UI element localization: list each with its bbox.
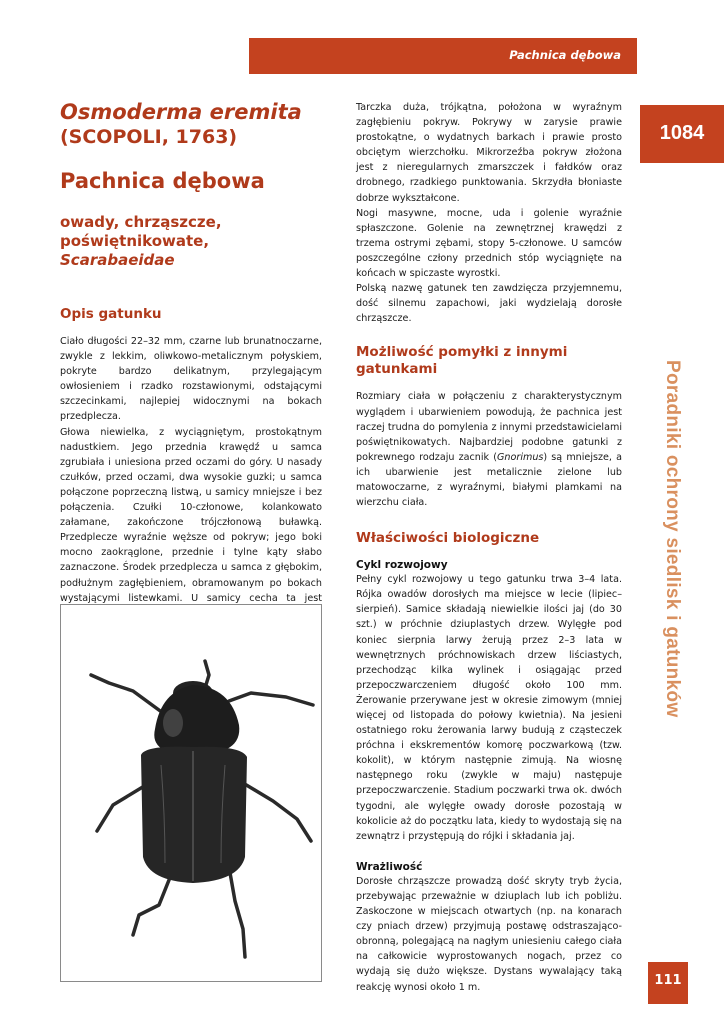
species-polish-name: Pachnica dębowa [60, 169, 265, 193]
confusion-text: Rozmiary ciała w połączeniu z charakterystycznym wyglądem i ubarwieniem powodują, że pachnica jest raczej trudna do pomylenia z innymi przedstawicielami poświętnikowatych. Najbardziej podobne gatunki z pokrewnego rodzaju zacnik ( [356, 391, 622, 463]
taxonomy-line: poświętnikowate, [60, 232, 210, 250]
sensitivity-paragraph: Dorosłe chrząszcze prowadzą dość skryty tryb życia, przebywając przeważnie w dziuplach lub ich pobliżu. Zaskoczone w miejscach otwartych (np. na konarach czy pniach drzew) przyjmują postawę odstraszająco-obronną, polegającą na nagłym uniesieniu całego ciała na całkowicie wyprostowanych nogach, przez co wydają się dużo większe. Dystans wywalający taką reakcję wynosi około 1 m. [356, 875, 622, 993]
life-cycle-heading: Cykl rozwojowy [356, 559, 448, 572]
description-paragraph: Ciało długości 22–32 mm, czarne lub brunatnoczarne, zwykle z lekkim, oliwkowo-metalicznym połyskiem, pokryte bardzo delikatnym, przylegającym owłosieniem i rzadko rozstawionymi, odstającymi szczecinkami, najlepiej widocznymi na bokach przedplecza. [60, 336, 322, 423]
confusion-text: ) są mniejsze, a ich ubarwienie jest metalicznie zielone lub matowoczarne, z wyraźnymi, białymi plamkami na wierzchu ciała. [356, 451, 622, 509]
species-number: 1084 [659, 122, 705, 144]
beetle-elytra [141, 747, 247, 883]
description-heading: Opis gatunku [60, 306, 162, 322]
beetle-photo [60, 604, 322, 982]
sensitivity-heading: Wrażliwość [356, 860, 423, 873]
life-cycle-paragraph: Pełny cykl rozwojowy u tego gatunku trwa 3–4 lata. Rójka owadów dorosłych ma miejsce w lecie (lipiec–sierpień). Samice składają niewielkie ilości jaj (do 30 szt.) w próchnie dziuplastych drzew. Wylęgłe pod koniec sierpnia larwy żerują przez 2–3 lata w wewnętrznych próchnowiskach drzew liściastych, przechodząc kilka wylinek i osiągając przed przepoczwarczeniem długość około 100 mm. Żerowanie przerywane jest w okresie zimowym (mniej więcej od listopada do połowy kwietnia). Na jesieni ostatniego roku żerowania larwy budują z cząsteczek próchna i ekskrementów komorę poczwarkową (tzw. kokolit), w którym następnie zimują. Na wiosnę następnego roku (zwykle w maju) następuje przepoczwarczenie. Stadium poczwarki trwa ok. dwóch tygodni, ale wylęgłe owady dorosłe pozostają w kokolicie aż do początku lata, kiedy to wydostają się na zewnątrz i przystępują do rójki i składania jaj. [356, 574, 622, 842]
confusion-heading: Możliwość pomyłki z innymi gatunkami [356, 344, 568, 378]
right-column [356, 100, 622, 995]
description-paragraph: Tarczka duża, trójkątna, położona w wyraźnym zagłębieniu pokryw. Pokrywy w zarysie prawie prostokątne, o wydatnych barkach i prawie prosto obciętym wierzchołku. Mikrorzeźba pokryw złożona jest z nieregularnych zmarszczek i fałdków oraz drobnego, rzadkiego punktowania. Skrzydła błoniaste dobrze wykształcone. [356, 102, 622, 204]
side-series-title-text: Poradniki ochrony siedlisk i gatunków [662, 360, 683, 718]
page-number: 111 [654, 973, 682, 988]
taxonomy-line: owady, chrząszcze, [60, 213, 222, 231]
species-latin-name: Osmoderma eremita [60, 100, 302, 124]
description-paragraph: Polską nazwę gatunek ten zawdzięcza przyjemnemu, dość silnemu zapachowi, jaki wydzielają dorosłe chrząszcze. [356, 283, 622, 325]
family-latin-name: Scarabaeidae [60, 251, 175, 269]
taxonomy-block [60, 213, 322, 270]
side-series-title [657, 360, 687, 780]
running-title: Pachnica dębowa [509, 48, 621, 62]
left-column [60, 100, 322, 621]
species-number-tab [640, 105, 724, 163]
running-header-bar [249, 38, 637, 74]
confusion-paragraph [356, 389, 622, 510]
biology-heading: Właściwości biologiczne [356, 530, 540, 547]
species-author: (SCOPOLI, 1763) [60, 126, 238, 148]
description-paragraph: Głowa niewielka, z wyciągniętym, prostokątnym nadustkiem. Jego przednia krawędź u samca zgrubiała i uniesiona przed oczami do góry. U nasady czułków, przed oczami, dwa wysokie guzki; u samca połączone poprzeczną listwą, u samicy mniejsze i bez połączenia. Czułki 10-członowe, kolankowato załamane, zakończone trójczłonową buławką. Przedplecze wyraźnie węższe od pokryw; jego boki mocno zaokrąglone, przednie i tylne kąty słabo zaznaczone. Środek przedplecza u samca z głębokim, podłużnym zagłębieniem, obramowanym po bokach wystającymi listewkami. U samicy cecha ta jest [60, 426, 322, 604]
page-number-tab [648, 962, 688, 1004]
description-paragraph: Nogi masywne, mocne, uda i golenie wyraźnie spłaszczone. Golenie na zewnętrznej krawędzi z trzema ostrymi zębami, stopy 5-członowe. U samców poszczególne człony przednich stóp wyciągnięte na końcach w spiczaste wyrostki. [356, 207, 622, 280]
beetle-illustration [61, 605, 321, 981]
genus-name: Gnorimus [496, 451, 544, 463]
